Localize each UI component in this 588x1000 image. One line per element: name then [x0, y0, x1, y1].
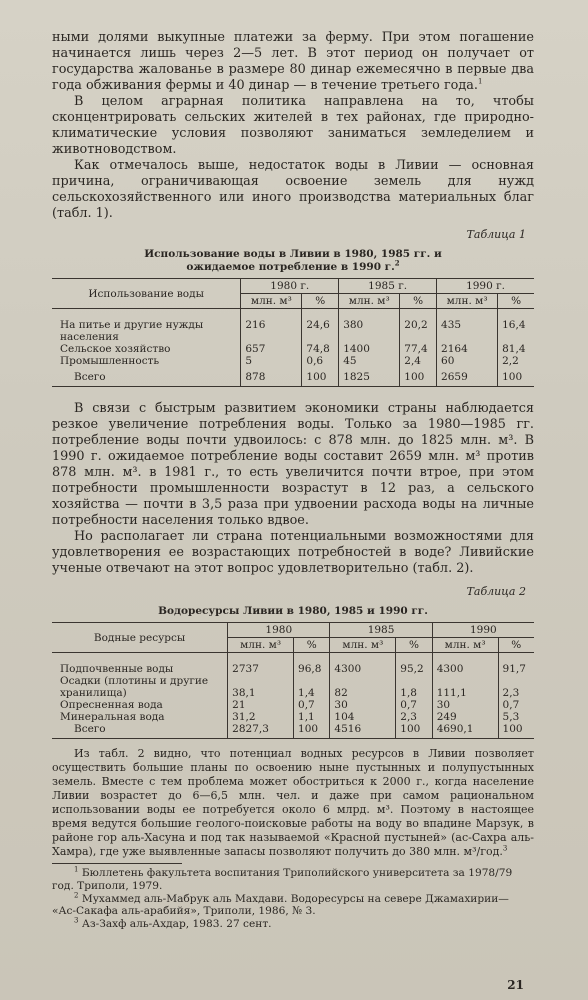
paragraph-1: ными долями выкупные платежи за ферму. При этом погашение начинается лишь через 2—5 лет. В этот период он получает от государства жалованье в размере 80 динар ежемесячно в первые два года обживания фермы и 40 динар — в течение третьего года.$^1$	[52, 30, 534, 93]
table2-year-1990: 1990	[432, 623, 534, 638]
table2-unit: %	[294, 638, 330, 653]
table2-unit: %	[396, 638, 432, 653]
table1-unit: млн. м³	[339, 294, 400, 309]
table1-year-1980: 1980 г.	[241, 279, 339, 294]
table-row: Всего 2827,3 100 4516 100 4690,1 100	[52, 723, 534, 739]
page-content	[52, 30, 534, 931]
table1-unit: %	[498, 294, 534, 309]
paragraph-2: В целом аграрная политика направлена на то, чтобы сконцентрировать сельских жителей в тех районах, где природно-климатические условия позволяют заниматься земледелием и животноводством.	[52, 94, 534, 157]
paragraph-4: В связи с быстрым развитием экономики страны наблюдается резкое увеличение потребления воды. Только за 1980—1985 гг. потребление воды почти удвоилось: с 878 млн. до 1825 млн. м³. В 1990 г. ожидаемое потребление воды составит 2659 млн. м³ против 878 млн. м³. в 1981 г., то есть увеличится почти втрое, при этом потребности промышленности возрастут в 12 раз, а сельского хозяйства — почти в 3,5 раза при удвоении расхода воды на личные потребности населения только вдвое.	[52, 401, 534, 528]
table2-unit: млн. м³	[432, 638, 498, 653]
table1-unit: %	[400, 294, 437, 309]
table1-year-1990: 1990 г.	[437, 279, 534, 294]
footnote-divider	[52, 863, 182, 864]
table2-year-1980: 1980	[228, 623, 330, 638]
table2-year-1985: 1985	[330, 623, 432, 638]
paragraph-5: Но располагает ли страна потенциальными возможностями для удовлетворения ее возрастающих потребностей в воде? Ливийские ученые отвечают на этот вопрос удовлетворительно (табл. 2).	[52, 529, 534, 576]
table2-title: Водоресурсы Ливии в 1980, 1985 и 1990 гг.	[158, 605, 428, 617]
table-row: На питье и другие нужды населения 216 24,6 380 20,2 435 16,4	[52, 319, 534, 343]
table-row: Осадки (плотины и другие хранилища) 38,1 1,4 82 1,8 111,1 2,3	[52, 675, 534, 699]
paragraph-6: Из табл. 2 видно, что потенциал водных ресурсов в Ливии позволяет осуществить большие планы по освоению ныне пустынных и полупустынных земель. Вместе с тем проблема может обостриться к 2000 г., когда население Ливии возрастет до 6—6,5 млн. чел. и даже при самом рациональном использовании воды ее потребуется около 6 млрд. м³. Поэтому в настоящее время ведутся большие геолого-поисковые работы на воду во впадине Марзук, в районе гор аль-Хасуна и под так называемой «Красной пустыней» (ас-Сахра аль-Хамра), где уже выявленные запасы позволяют получить до 380 млн. м³/год.$^3$	[52, 747, 534, 858]
table2	[52, 622, 534, 739]
table2-unit: млн. м³	[330, 638, 396, 653]
table1-unit: млн. м³	[241, 294, 302, 309]
footnote-1: $^1$ Бюллетень факультета воспитания Триполийского университета за 1978/79 год. Триполи, 1979.	[52, 865, 513, 892]
footnote-3: $^3$ Аз-Захф аль-Ахдар, 1983. 27 сент.	[74, 916, 272, 931]
table-row: Промышленность 5 0,6 45 2,4 60 2,2	[52, 355, 534, 367]
table1	[52, 278, 534, 387]
table2-label: Таблица 2	[466, 585, 526, 598]
table1-label: Таблица 1	[466, 228, 526, 241]
table-row: Минеральная вода 31,2 1,1 104 2,3 249 5,3	[52, 711, 534, 723]
table2-col-resources: Водные ресурсы	[52, 623, 228, 653]
table-row: Опресненная вода 21 0,7 30 0,7 30 0,7	[52, 699, 534, 711]
table-row: Сельское хозяйство 657 74,8 1400 77,4 2164 81,4	[52, 343, 534, 355]
table-row: Подпочвенные воды 2737 96,8 4300 95,2 4300 91,7	[52, 663, 534, 675]
page-number: 21	[507, 978, 524, 992]
table1-title: Использование воды в Ливии в 1980, 1985 гг. и ожидаемое потребление в 1990 г.$^2$	[144, 248, 442, 273]
footnote-ref-1: 1	[477, 77, 483, 86]
table2-unit: %	[498, 638, 534, 653]
paragraph-3: Как отмечалось выше, недостаток воды в Ливии — основная причина, ограничивающая освоение земель для нужд сельскохозяйственного или иного производства материальных благ (табл. 1).	[52, 158, 534, 221]
table1-unit: млн. м³	[437, 294, 498, 309]
table1-unit: %	[302, 294, 339, 309]
table2-unit: млн. м³	[228, 638, 294, 653]
table-row: Всего 878 100 1825 100 2659 100	[52, 367, 534, 387]
footnote-2: $^2$ Мухаммед аль-Мабрук аль Махдави. Водоресурсы на севере Джамахирии— «Ас-Сакафа аль-арабийя», Триполи, 1986, № 3.	[52, 891, 509, 918]
footnote-ref-3: 3	[502, 844, 508, 853]
table1-year-1985: 1985 г.	[339, 279, 437, 294]
table1-col-usage: Использование воды	[52, 279, 241, 309]
